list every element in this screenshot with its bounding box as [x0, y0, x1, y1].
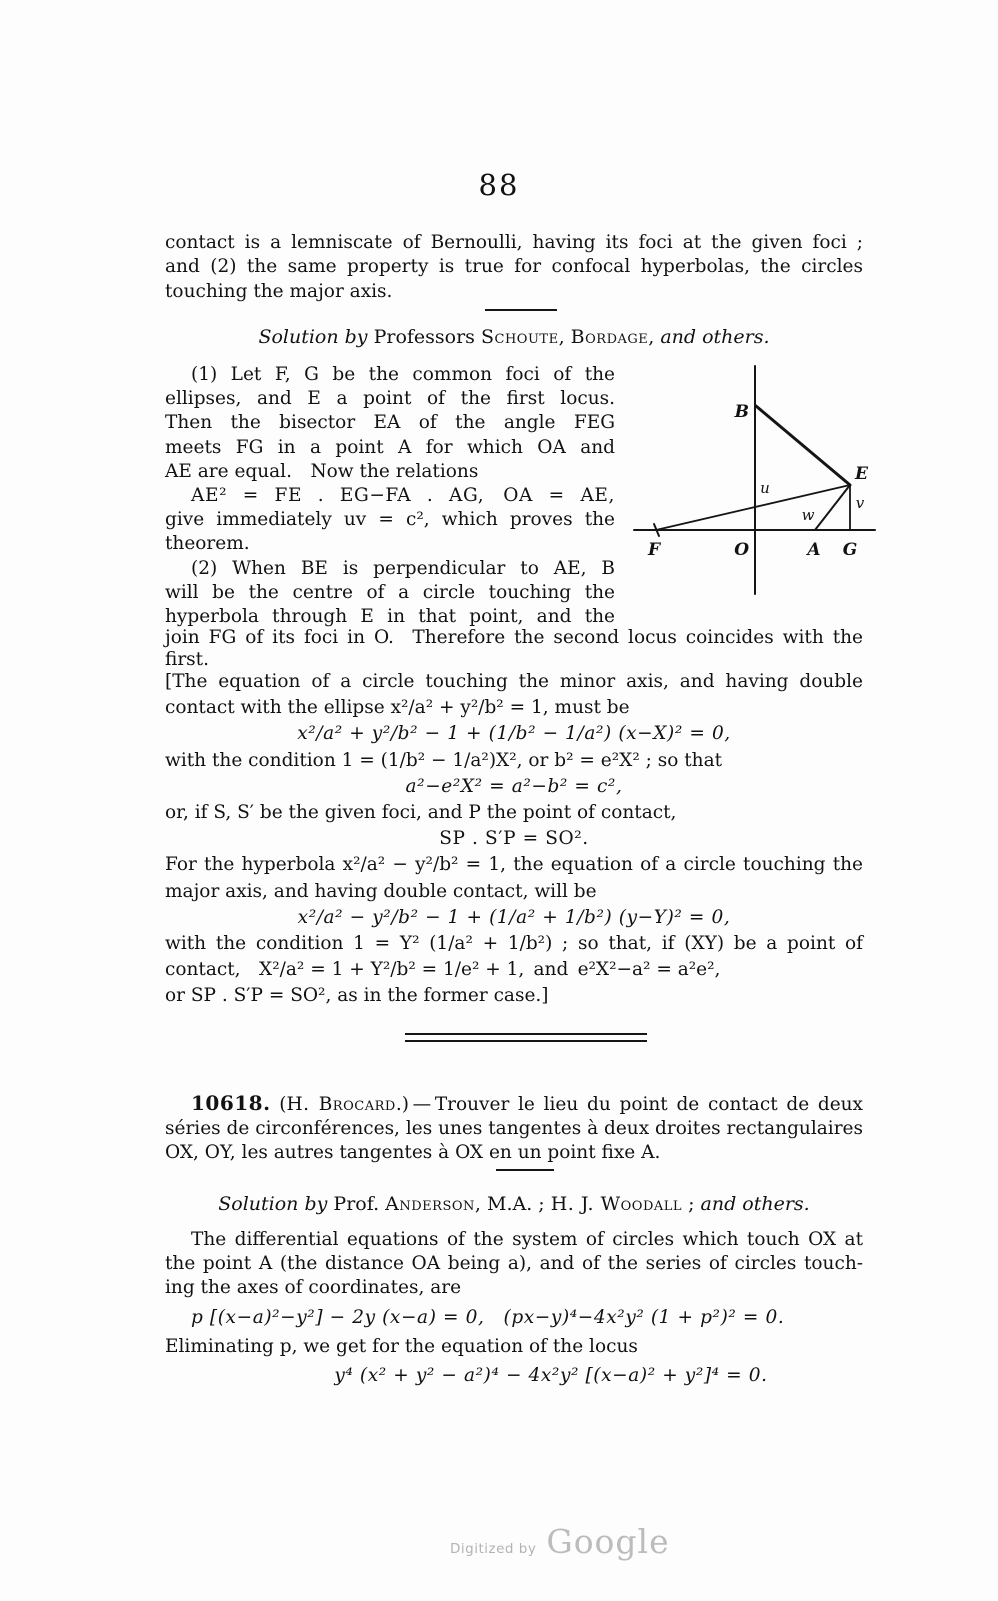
text-line: contact, X²/a² = 1 + Y²/b² = 1/e² + 1, and e²X²−a² = a²e², — [165, 959, 721, 981]
text-line: or SP . S′P = SO², as in the former case.] — [165, 985, 549, 1007]
byline-label: Solution by — [218, 1193, 328, 1215]
solution1-column-text — [165, 363, 615, 629]
text-line: or, if S, S′ be the given foci, and P the point of contact, — [165, 802, 677, 824]
text-line: séries de circonférences, les unes tangentes à deux droites rectangulaires — [165, 1118, 863, 1140]
text-line: Eliminating p, we get for the equation of the locus — [165, 1335, 638, 1357]
text-line: For the hyperbola x²/a² − y²/b² = 1, the equation of a circle touching the — [165, 854, 863, 876]
text-line: will be the centre of a circle touching the — [165, 581, 615, 603]
geometry-figure — [618, 360, 895, 602]
text-line: ing the axes of coordinates, are — [165, 1277, 462, 1299]
text-line: theorem. — [165, 533, 250, 555]
equation-line: x²/a² − y²/b² − 1 + (1/a² + 1/b²) (y−Y)² = 0, — [297, 906, 731, 928]
proposer-name: H. Brocard — [286, 1094, 396, 1115]
text-line: and (2) the same property is true for confocal hyperbolas, the circles — [165, 256, 863, 278]
byline-others: and others. — [660, 326, 770, 348]
author-name: Schoute — [480, 326, 559, 348]
figure-label-G: G — [842, 540, 858, 560]
figure-label-E: E — [855, 464, 868, 484]
digitization-footer — [450, 1522, 670, 1561]
text-line: first. — [165, 649, 209, 670]
solution1-bracket-note — [165, 669, 863, 1010]
equation-line: x²/a² + y²/b² − 1 + (1/b² − 1/a²) (x−X)² = 0, — [297, 723, 731, 745]
text-line: hyperbola through E in that point, and the — [165, 606, 615, 628]
google-logo: Google — [546, 1522, 670, 1561]
figure-label-u: u — [760, 479, 770, 497]
byline-prefix: Professors — [373, 326, 475, 348]
text-line: with the condition 1 = Y² (1/a² + 1/b²) ; so that, if (XY) be a point of — [165, 933, 863, 955]
solution2-byline — [165, 1193, 863, 1215]
text-line: with the condition 1 = (1/b² − 1/a²)X², or b² = e²X² ; so that — [165, 749, 723, 771]
text-line: [The equation of a circle touching the minor axis, and having double — [165, 671, 863, 692]
section-divider-rule — [485, 309, 557, 311]
solution1-byline — [165, 326, 863, 348]
figure-label-v: v — [855, 494, 865, 512]
text-line: ellipses, and E a point of the first locus. — [165, 388, 615, 410]
figure-label-O: O — [734, 540, 749, 560]
intro-paragraph — [165, 231, 863, 304]
text-line: join FG of its foci in O. Therefore the second locus coincides with the — [165, 627, 863, 648]
equation-line: p [(x−a)²−y²] − 2y (x−a) = 0, (px−y)⁴−4x²y² (1 + p²)² = 0. — [191, 1306, 785, 1328]
double-divider-rule — [405, 1033, 647, 1042]
solution2-text — [165, 1228, 863, 1388]
figure-label-A: A — [807, 540, 821, 560]
page-number: 88 — [478, 168, 520, 202]
author-name: Anderson — [385, 1193, 475, 1215]
solution1-fullwidth-text — [165, 627, 863, 671]
byline-others: and others. — [700, 1193, 810, 1215]
separator: , M.A. ; — [474, 1193, 551, 1215]
problem-number: 10618. — [191, 1091, 271, 1115]
equation-line: SP . S′P = SO². — [439, 828, 589, 850]
figure-label-B: B — [734, 402, 749, 422]
separator: , — [648, 326, 661, 348]
separator: , — [558, 326, 571, 348]
text-line: give immediately uv = c², which proves the — [165, 509, 615, 531]
separator: ; — [682, 1193, 701, 1215]
byline-label: Solution by — [258, 326, 368, 348]
equation-line: y⁴ (x² + y² − a²)⁴ − 4x²y² [(x−a)² + y²]⁴ = 0. — [334, 1365, 768, 1387]
author-name: Bordage — [570, 326, 649, 348]
text-line: touching the major axis. — [165, 280, 393, 302]
author-prefix: Prof. — [333, 1193, 386, 1215]
problem-text: Trouver le lieu du point de contact de deux — [434, 1094, 863, 1115]
proposer-pre: ( — [270, 1094, 287, 1115]
text-line: major axis, and having double contact, will be — [165, 880, 597, 902]
digitized-by-label: Digitized by — [450, 1541, 537, 1557]
text-line: (2) When BE is perpendicular to AE, B — [191, 557, 615, 579]
text-line: The differential equations of the system of circles which touch OX at — [191, 1229, 863, 1250]
text-line: OX, OY, les autres tangentes à OX en un point fixe A. — [165, 1142, 661, 1164]
text-line: contact with the ellipse x²/a² + y²/b² = 1, must be — [165, 697, 630, 719]
author-name: H. J. Woodall — [550, 1193, 683, 1215]
text-line: Then the bisector EA of the angle FEG — [165, 412, 615, 434]
problem-10618 — [165, 1091, 863, 1166]
text-line: AE are equal. Now the relations — [165, 460, 479, 482]
proposer-post: .) — — [395, 1094, 435, 1115]
text-line: contact is a lemniscate of Bernoulli, having its foci at the given foci ; — [165, 232, 863, 253]
problem-heading-line — [165, 1091, 863, 1117]
equation-line: AE² = FE . EG−FA . AG, OA = AE, — [191, 485, 615, 507]
figure-label-F: F — [647, 540, 661, 560]
text-line: (1) Let F, G be the common foci of the — [191, 364, 615, 385]
text-line: meets FG in a point A for which OA and — [165, 436, 615, 458]
figure-label-w: w — [801, 506, 815, 524]
text-line: the point A (the distance OA being a), and of the series of circles touch- — [165, 1253, 863, 1275]
equation-line: a²−e²X² = a²−b² = c², — [405, 775, 623, 797]
section-divider-rule — [496, 1169, 554, 1171]
segment-BE — [756, 406, 850, 485]
